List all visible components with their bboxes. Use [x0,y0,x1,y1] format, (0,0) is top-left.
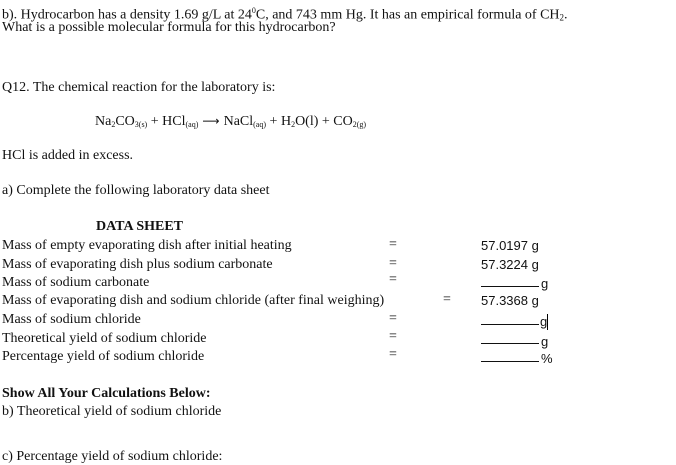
eq-sub: 3(s) [134,120,148,129]
data-row [2,274,149,291]
data-row-label: Mass of sodium carbonate [2,275,150,290]
q12-title: Q12. The chemical reaction for the laboratory is: [2,80,276,95]
data-sheet-heading: DATA SHEET [96,219,184,234]
calc-b-label: b) Theoretical yield of sodium chloride [2,404,222,419]
data-row [2,330,207,347]
data-row [2,256,273,273]
eq-o: O(l) [295,114,319,129]
question-b-text-mid: C, and 743 mm Hg. It has an empirical formula of CH [255,7,560,23]
eq-co2: CO [333,114,353,129]
data-row [2,311,141,328]
eq-plus: + [147,114,163,129]
equals-sign: = [389,272,397,287]
equals-sign: = [389,347,397,362]
data-row [2,292,384,309]
data-row-label: Percentage yield of sodium chloride [2,349,205,364]
eq-sub: (aq) [253,120,267,129]
question-b-period: . [564,7,568,23]
eq-co: CO [115,114,135,129]
calc-c-label: c) Percentage yield of sodium chloride: [2,449,223,464]
eq-nacl: NaCl [223,114,254,129]
calculations-heading: Show All Your Calculations Below: [2,386,211,401]
eq-hcl: HCl [162,114,186,129]
equals-sign: = [389,237,397,252]
answer-blank[interactable] [481,274,539,290]
equals-sign: = [389,329,397,344]
reaction-arrow-icon: ⟶ [202,114,220,128]
unit-label: g [541,334,549,349]
unit-label: g [540,314,548,329]
data-row-label: Mass of evaporating dish and sodium chloride (after final weighing) [2,293,385,308]
question-b-text: b). Hydrocarbon has a density 1.69 g/L at 24 [2,7,252,23]
unit-label: g [541,276,549,291]
equals-sign: = [389,311,397,326]
eq-na: Na [95,114,112,129]
answer-blank[interactable] [481,349,539,365]
degree-superscript: 0 [251,6,256,15]
answer-blank[interactable] [481,312,539,328]
chemical-equation [95,114,366,130]
data-row-label: Mass of sodium chloride [2,312,141,327]
eq-sub: 2 [291,120,296,129]
data-row-label: Mass of evaporating dish plus sodium carbonate [2,257,273,272]
unit-label: % [541,351,553,366]
question-b-line-2: What is a possible molecular formula for this hydrocarbon? [2,20,336,35]
answer-blank[interactable] [481,331,539,347]
part-a-instruction: a) Complete the following laboratory data sheet [2,183,270,198]
eq-plus: + [266,114,281,129]
eq-sub: 2 [111,120,116,129]
data-value[interactable]: 57.3368 g [481,293,539,308]
data-value[interactable]: 57.3224 g [481,257,539,272]
equals-sign: = [389,256,397,271]
data-row [2,348,204,365]
data-row-label: Theoretical yield of sodium chloride [2,331,207,346]
eq-sub: 2(g) [352,120,367,129]
data-row-label: Mass of empty evaporating dish after initial heating [2,238,292,253]
data-row [2,237,292,254]
eq-h: H [280,114,292,129]
excess-note: HCl is added in excess. [2,148,134,163]
eq-sub: (aq) [185,120,199,129]
equals-sign: = [443,292,451,307]
eq-plus: + [318,114,334,129]
data-value[interactable]: 57.0197 g [481,238,539,253]
text-cursor [547,314,548,330]
formula-subscript: 2 [559,12,565,23]
